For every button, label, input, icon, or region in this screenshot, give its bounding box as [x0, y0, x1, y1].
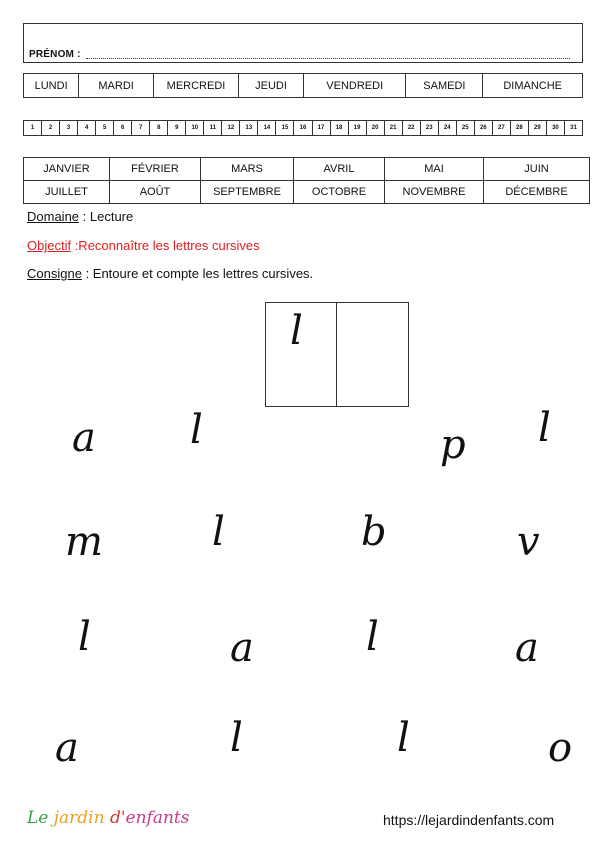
date-cell: 21 — [384, 121, 402, 136]
dates-table — [23, 120, 583, 136]
day-cell: SAMEDI — [406, 74, 483, 98]
letter-l[interactable]: l — [397, 715, 410, 761]
month-cell: MAI — [385, 158, 484, 181]
domaine-sep: : — [79, 209, 90, 224]
date-cell: 4 — [78, 121, 96, 136]
date-cell: 18 — [330, 121, 348, 136]
objectif-label: Objectif — [27, 238, 72, 253]
logo-word: d' — [109, 808, 126, 828]
consigne-value: : Entoure et compte les lettres cursives. — [85, 266, 314, 281]
letter-l[interactable]: l — [538, 405, 551, 451]
logo-word: enfants — [125, 808, 190, 828]
date-cell: 5 — [96, 121, 114, 136]
date-cell: 25 — [456, 121, 474, 136]
day-cell: JEUDI — [239, 74, 304, 98]
day-cell: MERCREDI — [153, 74, 238, 98]
date-cell: 10 — [186, 121, 204, 136]
domaine-value: Lecture — [89, 209, 134, 224]
letter-p[interactable]: p — [440, 422, 466, 468]
days-table — [23, 73, 583, 98]
date-cell: 27 — [492, 121, 510, 136]
consigne-line — [27, 266, 313, 281]
date-cell: 9 — [168, 121, 186, 136]
date-cell: 23 — [420, 121, 438, 136]
letter-a[interactable]: a — [230, 625, 254, 671]
date-cell: 30 — [546, 121, 564, 136]
date-cell: 8 — [150, 121, 168, 136]
date-cell: 19 — [348, 121, 366, 136]
date-cell: 7 — [132, 121, 150, 136]
consigne-label: Consigne — [27, 266, 82, 281]
date-cell: 2 — [42, 121, 60, 136]
day-cell: MARDI — [79, 74, 154, 98]
letter-l[interactable]: l — [78, 614, 91, 660]
month-cell: AOÛT — [110, 181, 201, 204]
objectif-line — [27, 238, 260, 253]
date-cell: 13 — [240, 121, 258, 136]
date-cell: 24 — [438, 121, 456, 136]
date-cell: 29 — [528, 121, 546, 136]
day-cell: LUNDI — [24, 74, 79, 98]
objectif-value: :Reconnaître les lettres cursives — [71, 238, 260, 253]
date-cell: 11 — [204, 121, 222, 136]
letter-a[interactable]: a — [72, 415, 96, 461]
letter-b[interactable]: b — [361, 509, 387, 555]
name-box — [23, 23, 583, 63]
site-logo — [27, 808, 190, 828]
answer-divider — [336, 303, 337, 406]
month-cell: SEPTEMBRE — [201, 181, 294, 204]
date-cell: 28 — [510, 121, 528, 136]
date-cell: 16 — [294, 121, 312, 136]
letter-l[interactable]: l — [212, 509, 225, 555]
date-cell: 3 — [60, 121, 78, 136]
date-cell: 14 — [258, 121, 276, 136]
month-cell: NOVEMBRE — [385, 181, 484, 204]
model-letter: l — [290, 308, 303, 354]
logo-word: jardin — [53, 808, 105, 828]
logo-word: Le — [27, 808, 49, 828]
domaine-line — [27, 209, 133, 224]
letter-m[interactable]: m — [65, 519, 103, 565]
site-url[interactable]: https://lejardindenfants.com — [383, 812, 555, 828]
month-cell: DÉCEMBRE — [484, 181, 590, 204]
month-cell: JUIN — [484, 158, 590, 181]
month-cell: JUILLET — [24, 181, 110, 204]
letter-l[interactable]: l — [230, 715, 243, 761]
month-cell: AVRIL — [294, 158, 385, 181]
month-cell: FÉVRIER — [110, 158, 201, 181]
domaine-label: Domaine — [27, 209, 80, 224]
name-label: PRÉNOM : — [29, 49, 81, 60]
date-cell: 12 — [222, 121, 240, 136]
month-cell: OCTOBRE — [294, 181, 385, 204]
date-cell: 6 — [114, 121, 132, 136]
letter-a[interactable]: a — [515, 625, 539, 671]
day-cell: VENDREDI — [303, 74, 405, 98]
month-cell: JANVIER — [24, 158, 110, 181]
day-cell: DIMANCHE — [483, 74, 583, 98]
letter-a[interactable]: a — [55, 725, 79, 771]
date-cell: 31 — [564, 121, 582, 136]
letter-l[interactable]: l — [190, 407, 203, 453]
name-line — [86, 58, 570, 59]
date-cell: 1 — [24, 121, 42, 136]
letter-l[interactable]: l — [366, 614, 379, 660]
letter-v[interactable]: v — [517, 519, 540, 565]
answer-box — [265, 302, 409, 407]
month-cell: MARS — [201, 158, 294, 181]
date-cell: 15 — [276, 121, 294, 136]
date-cell: 20 — [366, 121, 384, 136]
letter-o[interactable]: o — [548, 725, 573, 771]
date-cell: 17 — [312, 121, 330, 136]
date-cell: 22 — [402, 121, 420, 136]
months-table — [23, 157, 590, 204]
date-cell: 26 — [474, 121, 492, 136]
